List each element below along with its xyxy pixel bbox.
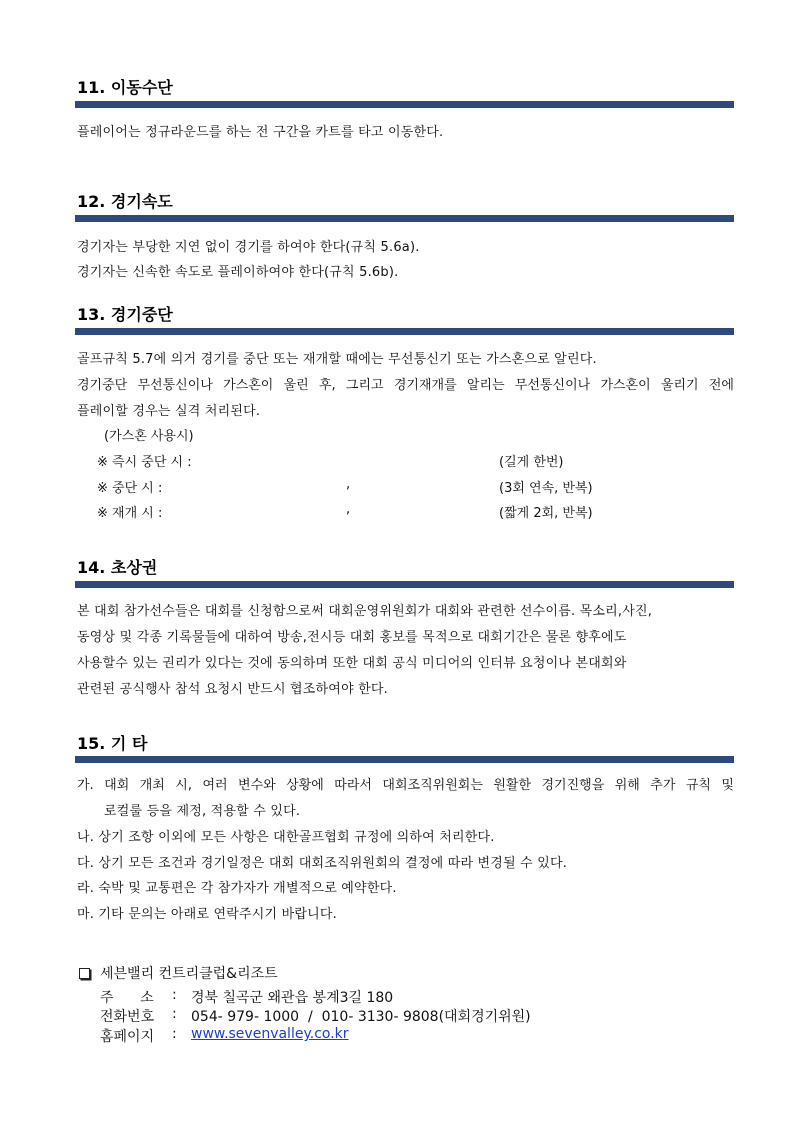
phone-label: 전화번호 (100, 1009, 155, 1025)
section-11-title: 11. 이동수단 (77, 78, 173, 97)
horn-row-signal: (길게 한번) (499, 455, 564, 470)
club-name: 세븐밸리 컨트리클럽&리조트 (100, 966, 278, 982)
section-15-title: 15. 기 타 (77, 734, 148, 753)
section-15-line-1: 가. 대회 개최 시, 여러 변수와 상황에 따라서 대회조직위원회는 원활한 경기진행을 위해 추가 규칙 및 (77, 778, 734, 792)
web-colon: : (172, 1026, 177, 1042)
section-14-line-1: 본 대회 참가선수들은 대회를 신청함으로써 대회운영위원회가 대회와 관련한 선수이름. 목소리,사진, (77, 604, 653, 619)
section-11-divider (75, 101, 734, 108)
section-14-line-4: 관련된 공식행사 참석 요청시 반드시 협조하여야 한다. (77, 682, 389, 697)
section-14-divider (75, 581, 734, 588)
section-15-line-3: 나. 상기 조항 이외에 모든 사항은 대한골프협회 규정에 의하여 처리한다. (77, 830, 495, 845)
horn-row-label: ※ 중단 시 : (97, 481, 163, 496)
section-12-divider (75, 215, 734, 222)
section-15-line-5: 라. 숙박 및 교통편은 각 참가자가 개별적으로 예약한다. (77, 881, 397, 896)
horn-row-middle: , (346, 502, 351, 517)
horn-row-middle: , (346, 477, 351, 492)
section-15-line-2: 로컬룰 등을 제정, 적용할 수 있다. (104, 804, 301, 819)
phone-colon: : (172, 1006, 177, 1022)
section-12-title: 12. 경기속도 (77, 192, 173, 211)
checkbox-bullet-icon (79, 968, 90, 979)
section-13-line-3: 플레이할 경우는 실격 처리된다. (77, 404, 261, 419)
section-15-line-4: 다. 상기 모든 조건과 경기일정은 대회 대회조직위원회의 결정에 따라 변경될 수 있다. (77, 856, 568, 871)
horn-usage-header: (가스혼 사용시) (104, 429, 194, 444)
section-15-line-6: 마. 기타 문의는 아래로 연락주시기 바랍니다. (77, 907, 337, 922)
address-label: 주 소 (100, 990, 154, 1006)
phone-value: 054- 979- 1000 / 010- 3130- 9808(대회경기위원) (191, 1009, 531, 1025)
section-14-line-3: 사용할수 있는 권리가 있다는 것에 동의하며 또한 대회 공식 미디어의 인터뷰 요청이나 본대회와 (77, 656, 627, 671)
section-13-divider (75, 328, 734, 335)
address-colon: : (172, 987, 177, 1003)
website-link[interactable]: www.sevenvalley.co.kr (191, 1026, 349, 1042)
web-label: 홈페이지 (100, 1029, 155, 1045)
horn-row-signal: (짧게 2회, 반복) (499, 506, 593, 521)
section-13-line-2: 경기중단 무선통신이나 가스혼이 울린 후, 그리고 경기재개를 알리는 무선통신이나 가스혼이 울리기 전에 (77, 378, 734, 392)
horn-row-signal: (3회 연속, 반복) (499, 481, 593, 496)
section-12-line-2: 경기자는 신속한 속도로 플레이하여야 한다(규칙 5.6b). (77, 265, 399, 280)
section-13-title: 13. 경기중단 (77, 305, 173, 324)
section-14-line-2: 동영상 및 각종 기록물들에 대하여 방송,전시등 대회 홍보를 목적으로 대회기간은 물론 향후에도 (77, 630, 627, 645)
horn-row-label: ※ 재개 시 : (97, 506, 163, 521)
section-12-line-1: 경기자는 부당한 지연 없이 경기를 하여야 한다(규칙 5.6a). (77, 240, 420, 255)
section-11-line-1: 플레이어는 정규라운드를 하는 전 구간을 카트를 타고 이동한다. (77, 125, 444, 140)
horn-row-label: ※ 즉시 중단 시 : (97, 455, 192, 470)
section-14-title: 14. 초상권 (77, 558, 158, 577)
section-13-line-1: 골프규칙 5.7에 의거 경기를 중단 또는 재개할 때에는 무선통신기 또는 가스혼으로 알린다. (77, 352, 597, 367)
section-15-divider (75, 756, 734, 763)
address-value: 경북 칠곡군 왜관읍 봉계3길 180 (191, 990, 394, 1006)
